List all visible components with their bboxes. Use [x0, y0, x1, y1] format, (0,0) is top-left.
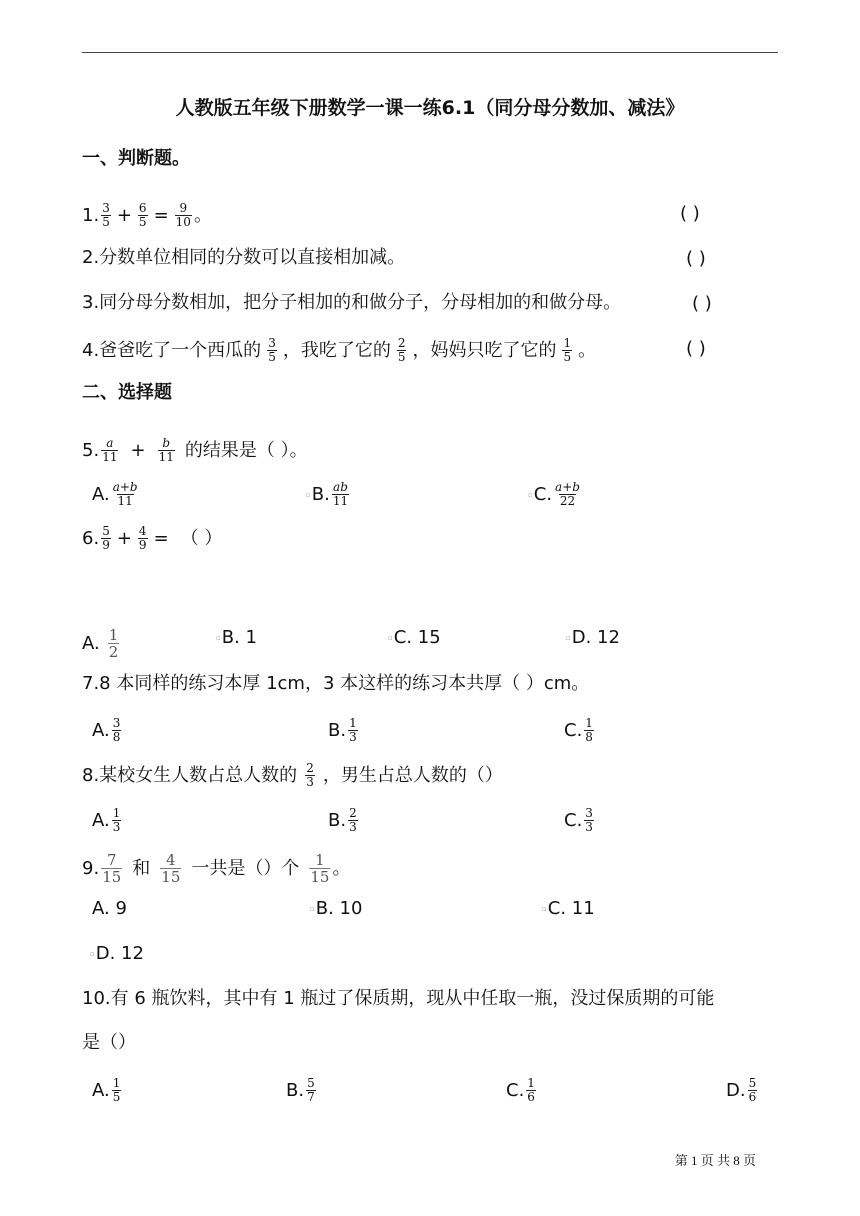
answer-blank-q1[interactable]: ( ): [680, 203, 700, 224]
question-10-line-1: 10.有 6 瓶饮料，其中有 1 瓶过了保质期，现从中任取一瓶，没过保质期的可能: [82, 988, 715, 1009]
q1-fraction-2: $\frac{6}{5}$: [138, 201, 147, 229]
q7-option-b[interactable]: B. $\frac{1}{3}$: [328, 716, 357, 744]
q9-option-c[interactable]: ▫ C. 11: [542, 898, 595, 919]
q4-fraction-1: $\frac{3}{5}$: [268, 336, 276, 364]
q4-fraction-3: $\frac{1}{5}$: [563, 336, 572, 364]
q5-option-a[interactable]: A. $\frac{a+b}{11}$: [92, 480, 138, 508]
q6-option-d[interactable]: ▫ D. 12: [566, 627, 620, 648]
question-5: 5. $\frac{a}{11}$ + $\frac{b}{11}$ 的结果是（ ）。: [82, 436, 308, 464]
q10-option-d[interactable]: D. $\frac{5}{6}$: [726, 1076, 757, 1104]
question-7: 7.8 本同样的练习本厚 1cm，3 本这样的练习本共厚（ ）cm。: [82, 673, 590, 694]
answer-blank-q4[interactable]: ( ): [686, 338, 706, 359]
equals-sign: =: [153, 204, 169, 226]
question-9: 9. $\frac{7}{15}$ 和 $\frac{4}{15}$ 一共是（）个 $\frac{1}{15}$ 。: [82, 851, 351, 886]
section-heading-choice: 二、选择题: [82, 382, 172, 403]
q7-option-a[interactable]: A. $\frac{3}{8}$: [92, 716, 121, 744]
q6-option-b[interactable]: ▫ B. 1: [216, 627, 257, 648]
page-title: 人教版五年级下册数学一课一练6.1（同分母分数加、减法》: [175, 97, 685, 119]
q6-fraction-2: $\frac{4}{9}$: [138, 524, 147, 552]
q1-number: 1.: [82, 204, 100, 226]
q8-option-b[interactable]: B. $\frac{2}{3}$: [328, 806, 357, 834]
question-1: 1. $\frac{3}{5}$ + $\frac{6}{5}$ = $\frac{9}{10}$ 。: [82, 201, 212, 229]
q6-option-a[interactable]: A. $\frac{1}{2}$: [82, 626, 119, 661]
q9-option-b[interactable]: ▫ B. 10: [310, 898, 363, 919]
q9-fraction-2: $\frac{4}{15}$: [161, 851, 181, 886]
question-3: 3.同分母分数相加，把分子相加的和做分子，分母相加的和做分母。: [82, 292, 622, 313]
q5-fraction-a: $\frac{a}{11}$: [102, 436, 118, 464]
q9-option-d[interactable]: ▫ D. 12: [90, 943, 144, 964]
q8-option-a[interactable]: A. $\frac{1}{3}$: [92, 806, 121, 834]
q5-option-b[interactable]: ▫ B. $\frac{ab}{11}$: [306, 480, 349, 508]
question-6: 6. $\frac{5}{9}$ + $\frac{4}{9}$ = （ ）: [82, 524, 223, 552]
plus-sign: +: [116, 204, 132, 226]
q10-option-c[interactable]: C. $\frac{1}{6}$: [506, 1076, 535, 1104]
header-rule: [82, 52, 778, 53]
q1-fraction-1: $\frac{3}{5}$: [102, 201, 110, 229]
q5-fraction-b: $\frac{b}{11}$: [158, 436, 174, 464]
q7-option-c[interactable]: C. $\frac{1}{8}$: [564, 716, 593, 744]
q9-fraction-3: $\frac{1}{15}$: [310, 851, 330, 886]
section-heading-judgement: 一、判断题。: [82, 148, 190, 169]
q6-option-c[interactable]: ▫ C. 15: [388, 627, 441, 648]
q8-fraction: $\frac{2}{3}$: [306, 761, 314, 789]
answer-blank-q3[interactable]: ( ): [692, 293, 712, 314]
question-8: 8.某校女生人数占总人数的 $\frac{2}{3}$ ，男生占总人数的（）: [82, 761, 503, 789]
q5-option-c[interactable]: ▫ C. $\frac{a+b}{22}$: [528, 480, 580, 508]
q10-option-b[interactable]: B. $\frac{5}{7}$: [286, 1076, 315, 1104]
q9-fraction-1: $\frac{7}{15}$: [102, 851, 122, 886]
q6-fraction-1: $\frac{5}{9}$: [102, 524, 110, 552]
answer-blank-q2[interactable]: ( ): [686, 248, 706, 269]
question-2: 2.分数单位相同的分数可以直接相加减。: [82, 247, 406, 268]
q10-option-a[interactable]: A. $\frac{1}{5}$: [92, 1076, 121, 1104]
q4-fraction-2: $\frac{2}{5}$: [397, 336, 406, 364]
q9-option-a[interactable]: A. 9: [92, 898, 127, 919]
question-10-line-2: 是（）: [82, 1032, 136, 1053]
q8-option-c[interactable]: C. $\frac{3}{3}$: [564, 806, 593, 834]
q1-fraction-3: $\frac{9}{10}$: [175, 201, 191, 229]
question-4: 4.爸爸吃了一个西瓜的 $\frac{3}{5}$ ，我吃了它的 $\frac{2}{5}$ ，妈妈只吃了它的 $\frac{1}{5}$ 。: [82, 336, 597, 364]
page-footer: 第 1 页 共 8 页: [674, 1153, 756, 1168]
